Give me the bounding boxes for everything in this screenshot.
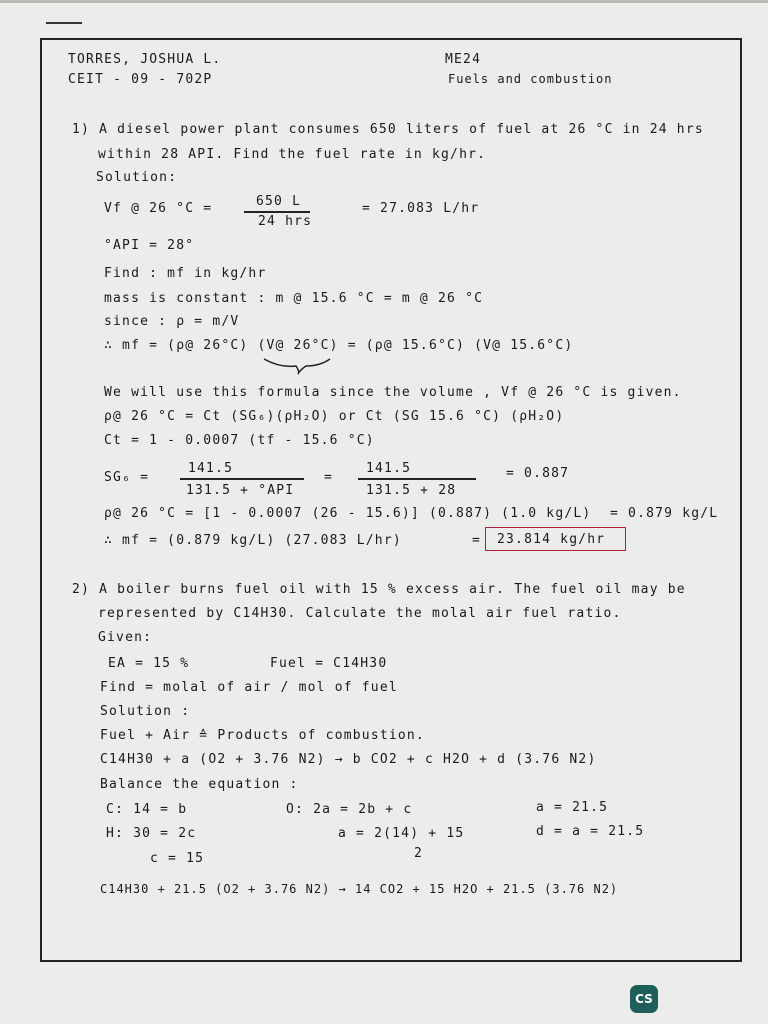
vf-denominator: 24 hrs [258, 214, 313, 229]
problem2-line1: 2) A boiler burns fuel oil with 15 % excess air. The fuel oil may be [72, 582, 686, 597]
a-value: a = 21.5 [536, 800, 609, 815]
balanced-equation: C14H30 + 21.5 (O2 + 3.76 N2) → 14 CO2 + 15 H2O + 21.5 (3.76 N2) [100, 882, 619, 896]
vf-fraction-bar [244, 211, 310, 213]
sg-lhs: SG₆ = [104, 470, 150, 485]
problem1-line2: within 28 API. Find the fuel rate in kg/hr. [98, 147, 487, 162]
balance-label: Balance the equation : [100, 777, 299, 792]
vf-result: = 27.083 L/hr [362, 201, 480, 216]
mf-relation: ∴ mf = (ρ@ 26°C) (V@ 26°C) = (ρ@ 15.6°C) (V@ 15.6°C) [104, 338, 574, 353]
oxygen-balance: O: 2a = 2b + c [286, 802, 413, 817]
problem2-line2: represented by C14H30. Calculate the molal air fuel ratio. [98, 606, 622, 621]
density-formula: ρ@ 26 °C = Ct (SG₆)(ρH₂O) or Ct (SG 15.6 °C) (ρH₂O) [104, 409, 565, 424]
course-code: ME24 [445, 52, 482, 67]
ct-formula: Ct = 1 - 0.0007 (tf - 15.6 °C) [104, 433, 375, 448]
a-expression-denominator: 2 [414, 846, 424, 861]
density-result: = 0.879 kg/L [610, 506, 719, 521]
camscanner-logo: CS [630, 985, 658, 1013]
mf-answer: 23.814 kg/hr [497, 532, 606, 547]
sg-fraction-bar-1 [180, 478, 304, 480]
vf-numerator: 650 L [256, 194, 302, 209]
curly-underbrace [262, 356, 332, 376]
sg-numerator-2: 141.5 [366, 461, 412, 476]
mass-constant: mass is constant : m @ 15.6 °C = m @ 26 °C [104, 291, 484, 306]
reaction-equation: C14H30 + a (O2 + 3.76 N2) → b CO2 + c H2O + d (3.76 N2) [100, 752, 597, 767]
student-section: CEIT - 09 - 702P [68, 72, 213, 87]
a-expression-numerator: a = 2(14) + 15 [338, 826, 465, 841]
fuel-air-products: Fuel + Air ≙ Products of combustion. [100, 728, 425, 743]
vf-lhs: Vf @ 26 °C = [104, 201, 213, 216]
carbon-balance: C: 14 = b [106, 802, 188, 817]
api-given: °API = 28° [104, 238, 195, 253]
given-label: Given: [98, 630, 153, 645]
topic-title: Fuels and combustion [448, 72, 613, 86]
problem1-line1: 1) A diesel power plant consumes 650 liters of fuel at 26 °C in 24 hrs [72, 122, 704, 137]
density-calculation: ρ@ 26 °C = [1 - 0.0007 (26 - 15.6)] (0.887) (1.0 kg/L) [104, 506, 592, 521]
student-name: TORRES, JOSHUA L. [68, 52, 222, 67]
sg-result: = 0.887 [506, 466, 570, 481]
find-ratio: Find = molal of air / mol of fuel [100, 680, 398, 695]
excess-air: EA = 15 % [108, 656, 190, 671]
sg-denominator-2: 131.5 + 28 [366, 483, 457, 498]
sg-equals: = [324, 470, 334, 485]
hydrogen-balance: H: 30 = 2c [106, 826, 197, 841]
c-value: c = 15 [150, 851, 205, 866]
margin-mark [46, 22, 82, 24]
density-definition: since : ρ = m/V [104, 314, 240, 329]
solution-label-1: Solution: [96, 170, 178, 185]
sg-denominator-1: 131.5 + °API [186, 483, 295, 498]
formula-note: We will use this formula since the volume , Vf @ 26 °C is given. [104, 385, 682, 400]
fuel-formula: Fuel = C14H30 [270, 656, 388, 671]
sg-fraction-bar-2 [358, 478, 476, 480]
find-mf: Find : mf in kg/hr [104, 266, 267, 281]
page-top-edge [0, 0, 768, 3]
mf-calculation: ∴ mf = (0.879 kg/L) (27.083 L/hr) [104, 533, 402, 548]
sg-numerator-1: 141.5 [188, 461, 234, 476]
solution-label-2: Solution : [100, 704, 191, 719]
d-value: d = a = 21.5 [536, 824, 645, 839]
mf-equals: = [472, 533, 482, 548]
